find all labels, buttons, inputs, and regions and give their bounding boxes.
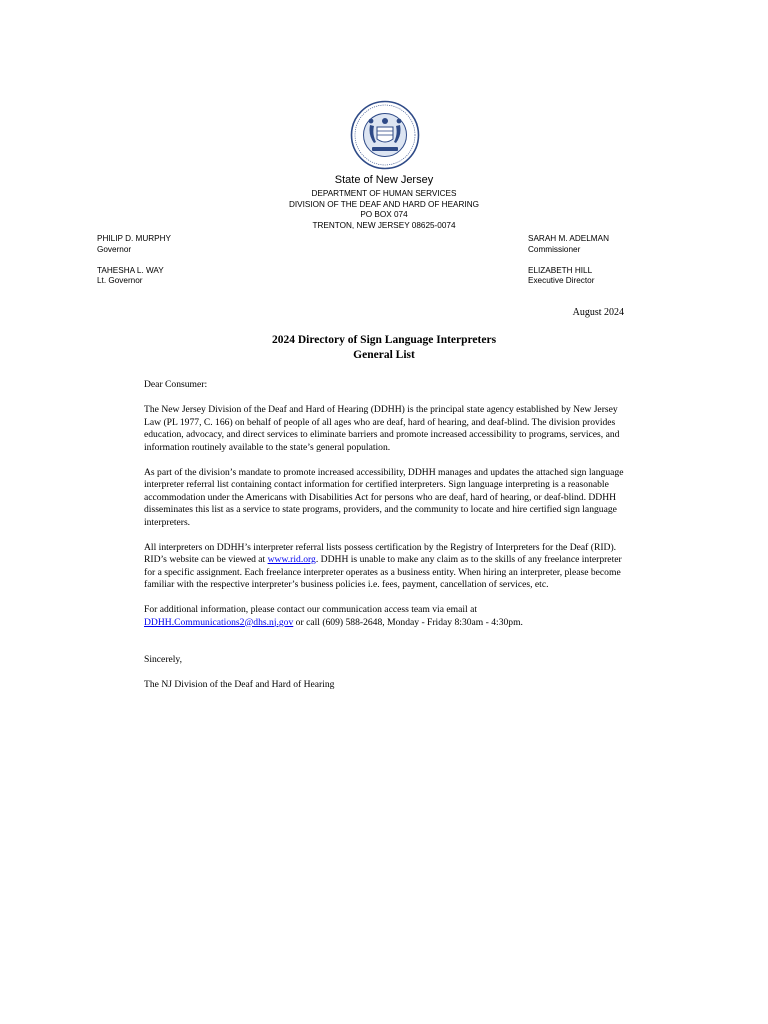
official-executive-director <box>528 266 609 287</box>
department-line: DEPARTMENT OF HUMAN SERVICES <box>311 189 457 198</box>
paragraph-mandate: As part of the division’s mandate to promote increased accessibility, DDHH manages and updates the attached sign language interpreter referral list containing contact information for certified interpreters. Sign language interpreting is a reasonable accommodation under the Americans with Disabilities Act for persons who are deaf, hard of hearing, or deaf-blind. DDHH disseminates this list as a service to state programs, providers, and the community to locate and hire certified sign language interpreters. <box>144 466 624 528</box>
city-line: TRENTON, NEW JERSEY 08625-0074 <box>312 220 456 230</box>
title-line-1: 2024 Directory of Sign Language Interpreters <box>271 334 497 346</box>
official-title: Executive Director <box>528 276 595 285</box>
official-governor <box>97 234 171 255</box>
po-box-line: PO BOX 074 <box>360 210 408 220</box>
official-name: ELIZABETH HILL <box>528 265 593 275</box>
paragraph-contact <box>144 604 626 629</box>
official-name: PHILIP D. MURPHY <box>97 234 172 243</box>
department-address <box>0 189 768 231</box>
officials-left <box>97 234 171 297</box>
rid-website-link[interactable]: www.rid.org <box>267 554 316 565</box>
email-link[interactable]: DDHH.Communications2@dhs.nj.gov <box>144 616 294 628</box>
letter-body <box>144 379 626 704</box>
closing: Sincerely, <box>144 654 183 665</box>
official-name: SARAH M. ADELMAN <box>528 234 609 243</box>
paragraph-text: . DDHH is unable to make any claim as to the skills of any freelance interpreter for a specific assignment. Each freelance interpreter operates as a business entity. When hiring an interpreter, please become familiar with the respective interpreter’s business policies i.e. fees, payment, cancellation of services, etc. <box>144 554 622 590</box>
paragraph-intro: The New Jersey Division of the Deaf and Hard of Hearing (DDHH) is the principal state agency established by New Jersey Law (PL 1977, C. 166) on behalf of people of all ages who are deaf, hard of hearing, and deaf-blind. The division provides education, advocacy, and direct services to eliminate barriers and promote increased accessibility to programs, services, and information routinely available to the state’s general population. <box>144 404 620 453</box>
official-lt-governor <box>97 266 171 287</box>
letter-date: August 2024 <box>572 307 624 318</box>
state-seal <box>350 100 420 170</box>
official-commissioner <box>528 234 609 255</box>
official-name: TAHESHA L. WAY <box>97 265 164 275</box>
state-name: State of New Jersey <box>334 174 434 186</box>
officials-right <box>528 234 609 297</box>
salutation: Dear Consumer: <box>144 379 208 390</box>
signature: The NJ Division of the Deaf and Hard of Hearing <box>144 679 335 690</box>
paragraph-text: or call (609) 588-2648, Monday - Friday 8:30am - 4:30pm. <box>293 616 523 628</box>
official-title: Commissioner <box>528 244 581 254</box>
paragraph-certification <box>144 542 626 592</box>
document-title <box>0 333 768 363</box>
division-line: DIVISION OF THE DEAF AND HARD OF HEARING <box>288 199 479 209</box>
official-title: Governor <box>97 244 132 254</box>
paragraph-text: All interpreters on DDHH’s interpreter referral lists possess certification by the Registry of Interpreters for the Deaf (RID). RID’s website can be viewed at <box>144 541 617 565</box>
title-line-2: General List <box>353 349 415 361</box>
paragraph-text: For additional information, please contact our communication access team via email at <box>144 604 478 615</box>
official-title: Lt. Governor <box>97 276 143 285</box>
